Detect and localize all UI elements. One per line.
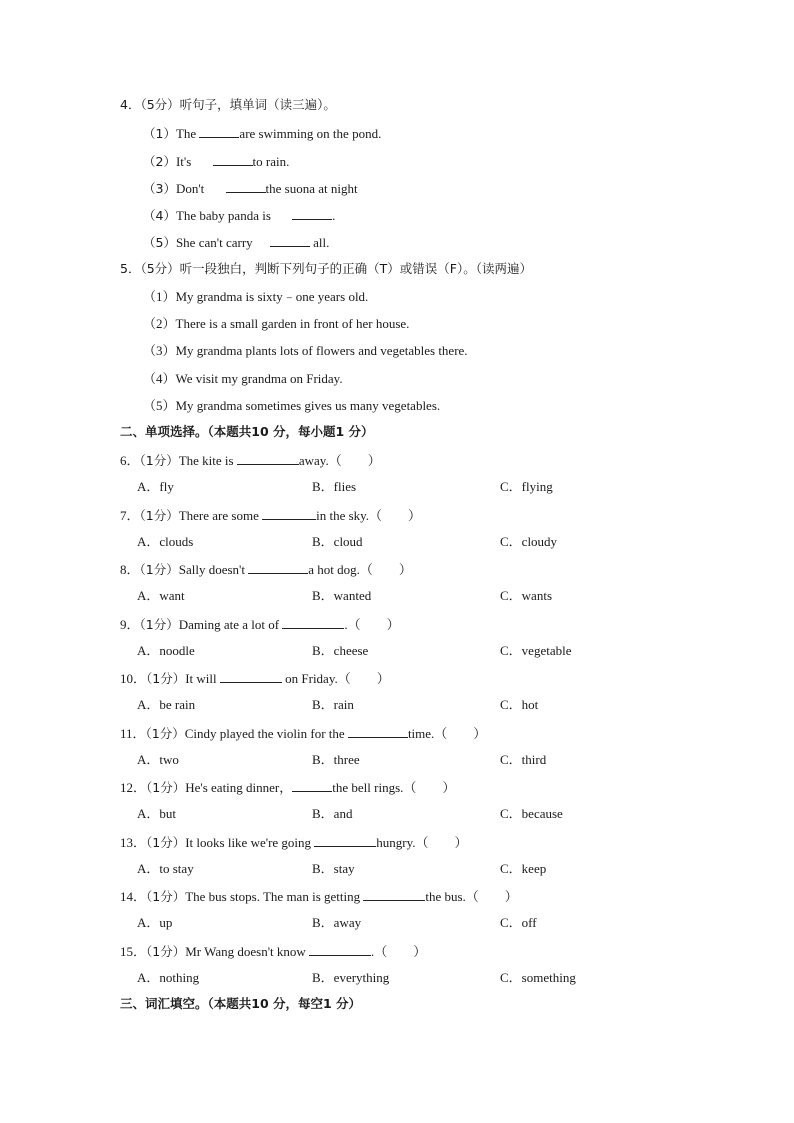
option-a[interactable]: A．to stay <box>137 861 194 876</box>
option-b[interactable]: B．away <box>312 915 362 930</box>
option-b[interactable]: B．three <box>312 752 360 767</box>
question-text-post: .（ ） <box>371 944 427 959</box>
question-9 <box>120 616 400 633</box>
option-b[interactable]: B．everything <box>312 970 390 985</box>
answer-blank[interactable] <box>348 725 408 738</box>
question-text-post: in the sky.（ ） <box>316 508 422 523</box>
option-b[interactable]: B．flies <box>312 479 357 494</box>
option-a[interactable]: A．want <box>137 588 185 603</box>
answer-blank[interactable] <box>213 153 253 166</box>
section-3-title: 三、词汇填空。（本题共10 分，每空1 分） <box>120 996 362 1011</box>
option-a[interactable]: A．but <box>137 806 177 821</box>
option-b[interactable]: B．wanted <box>312 588 372 603</box>
option-c[interactable]: C．wants <box>500 588 553 603</box>
answer-blank[interactable] <box>220 670 282 683</box>
question-4-heading: 4．（5分）听句子，填单词（读三遍）。 <box>120 97 336 112</box>
option-c[interactable]: C．vegetable <box>500 643 572 658</box>
question-12 <box>120 779 455 796</box>
question-number: 7． <box>120 508 140 523</box>
option-a[interactable]: A．clouds <box>137 534 194 549</box>
option-c[interactable]: C．flying <box>500 479 553 494</box>
option-a[interactable]: A．fly <box>137 479 174 494</box>
question-text-pre: It will <box>185 671 220 686</box>
q5-item-3: （3）My grandma plants lots of flowers and vegetables there. <box>143 343 468 358</box>
q5-item-1: （1）My grandma is sixty﹣one years old. <box>143 289 369 304</box>
option-a[interactable]: A．noodle <box>137 643 195 658</box>
item-number: （2） <box>143 154 176 169</box>
q5-item-2: （2）There is a small garden in front of her house. <box>143 316 410 331</box>
answer-blank[interactable] <box>292 207 332 220</box>
question-6 <box>120 452 381 469</box>
answer-blank[interactable] <box>292 779 332 792</box>
option-b[interactable]: B．cloud <box>312 534 363 549</box>
item-number: （4） <box>143 208 176 223</box>
item-text-post: all. <box>309 235 330 250</box>
question-number: 12． <box>120 780 147 795</box>
option-c[interactable]: C．third <box>500 752 547 767</box>
question-text-pre: Mr Wang doesn't know <box>185 944 310 959</box>
question-text-post: hungry.（ ） <box>376 835 468 850</box>
answer-blank[interactable] <box>199 125 239 138</box>
question-score: （1分） <box>139 617 179 632</box>
question-score: （1分） <box>146 780 186 795</box>
option-b[interactable]: B．stay <box>312 861 355 876</box>
question-5-heading: 5．（5分）听一段独白，判断下列句子的正确（T）或错误（F）。（读两遍） <box>120 261 532 276</box>
q4-item-1 <box>143 125 381 142</box>
question-text-pre: Daming ate a lot of <box>178 617 283 632</box>
q4-item-3 <box>143 180 358 197</box>
question-score: （1分） <box>139 453 179 468</box>
option-b[interactable]: B．and <box>312 806 353 821</box>
option-c[interactable]: C．hot <box>500 697 539 712</box>
item-number: （5） <box>143 235 176 250</box>
item-text-pre: The baby panda is <box>175 208 275 223</box>
item-text-post: to rain. <box>252 154 290 169</box>
item-number: （1） <box>143 126 176 141</box>
question-14 <box>120 888 518 905</box>
question-text-post: the bus.（ ） <box>425 889 518 904</box>
q5-item-4: （4）We visit my grandma on Friday. <box>143 371 343 386</box>
question-7 <box>120 507 421 524</box>
q4-item-5 <box>143 234 329 251</box>
option-a[interactable]: A．nothing <box>137 970 200 985</box>
question-score: （1分） <box>146 944 186 959</box>
option-c[interactable]: C．keep <box>500 861 547 876</box>
option-c[interactable]: C．off <box>500 915 537 930</box>
option-a[interactable]: A．up <box>137 915 173 930</box>
answer-blank[interactable] <box>262 507 316 520</box>
answer-blank[interactable] <box>314 834 376 847</box>
question-score: （1分） <box>146 835 186 850</box>
item-text-pre: The <box>175 126 200 141</box>
item-text-pre: It's <box>175 154 195 169</box>
question-text-pre: The bus stops. The man is getting <box>185 889 364 904</box>
question-text-post: time.（ ） <box>407 726 487 741</box>
question-text-post: the bell rings.（ ） <box>332 780 456 795</box>
question-13 <box>120 834 468 851</box>
answer-blank[interactable] <box>282 616 344 629</box>
question-text-pre: He's eating dinner， <box>185 780 293 795</box>
question-number: 8． <box>120 562 140 577</box>
answer-blank[interactable] <box>237 452 299 465</box>
question-score: （1分） <box>145 726 185 741</box>
item-number: （3） <box>143 181 176 196</box>
question-number: 9． <box>120 617 140 632</box>
item-text-post: are swimming on the pond. <box>239 126 382 141</box>
question-text-post: away.（ ） <box>298 453 381 468</box>
question-10 <box>120 670 390 687</box>
option-c[interactable]: C．something <box>500 970 576 985</box>
question-number: 10． <box>120 671 147 686</box>
answer-blank[interactable] <box>363 888 425 901</box>
item-text-post: . <box>332 208 336 223</box>
question-text-post: a hot dog.（ ） <box>308 562 412 577</box>
answer-blank[interactable] <box>309 943 371 956</box>
question-number: 14． <box>120 889 147 904</box>
question-text-pre: There are some <box>178 508 263 523</box>
q4-item-4 <box>143 207 335 224</box>
question-text-pre: It looks like we're going <box>185 835 315 850</box>
item-text-pre: Don't <box>175 181 208 196</box>
question-text-post: on Friday.（ ） <box>281 671 390 686</box>
question-text-post: .（ ） <box>344 617 400 632</box>
option-c[interactable]: C．cloudy <box>500 534 558 549</box>
option-b[interactable]: B．rain <box>312 697 354 712</box>
question-text-pre: Sally doesn't <box>178 562 249 577</box>
question-score: （1分） <box>146 671 186 686</box>
question-number: 15． <box>120 944 147 959</box>
question-11 <box>120 725 486 742</box>
question-15 <box>120 943 426 960</box>
answer-blank[interactable] <box>226 180 266 193</box>
option-c[interactable]: C．because <box>500 806 563 821</box>
q4-item-2 <box>143 153 289 170</box>
question-score: （1分） <box>139 508 179 523</box>
answer-blank[interactable] <box>248 561 308 574</box>
option-a[interactable]: A．two <box>137 752 179 767</box>
question-text-pre: The kite is <box>178 453 237 468</box>
question-score: （1分） <box>146 889 186 904</box>
question-text-pre: Cindy played the violin for the <box>184 726 348 741</box>
question-8 <box>120 561 412 578</box>
question-number: 6． <box>120 453 140 468</box>
question-number: 13． <box>120 835 147 850</box>
q5-item-5: （5）My grandma sometimes gives us many vegetables. <box>143 398 441 413</box>
item-text-pre: She can't carry <box>175 235 256 250</box>
option-b[interactable]: B．cheese <box>312 643 369 658</box>
section-2-title: 二、单项选择。（本题共10 分，每小题1 分） <box>120 424 374 439</box>
question-score: （1分） <box>139 562 179 577</box>
item-text-post: the suona at night <box>265 181 358 196</box>
answer-blank[interactable] <box>270 234 310 247</box>
question-number: 11． <box>120 726 146 741</box>
option-a[interactable]: A．be rain <box>137 697 196 712</box>
